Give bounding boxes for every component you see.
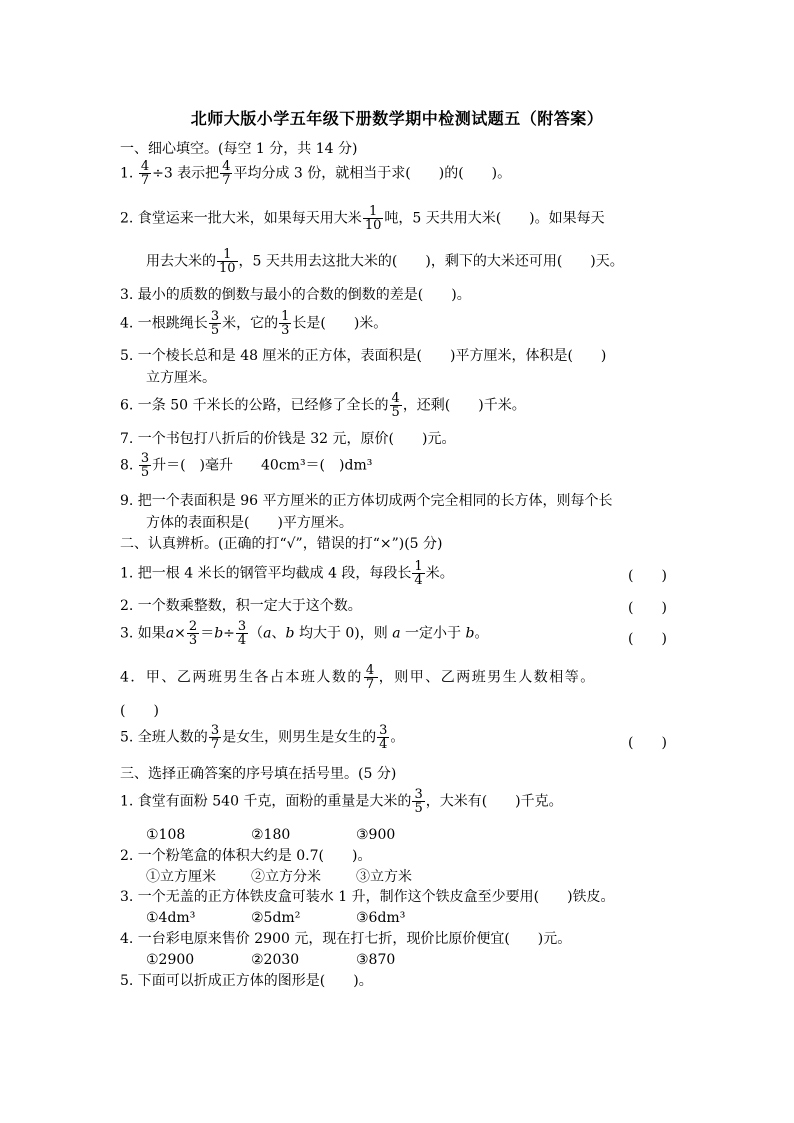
s2-q1: 1. 把一根 4 米长的钢管平均截成 4 段，每段长 $\frac{1}{4}$ 米。 [120,559,454,588]
s3-q2-options: ①立方厘米 ②立方分米 ③立方米 [146,869,412,885]
section-2-header: 二、认真辨析。(正确的打“√”，错误的打“×”)(5 分) [120,536,443,552]
s2-q5: 5. 全班人数的 $\frac{3}{7}$ 是女生，则男生是女生的 $\frac{3}{4}$ 。 [120,723,405,752]
s1-q2-cont: 用去大米的 $\frac{1}{10}$ ，5 天共用去这批大米的( )，剩下的大米还可用( )天。 [146,247,624,276]
s2-q4: 4．甲、乙两班男生各占本班人数的 $\frac{4}{7}$ ，则甲、乙两班男生人数相等。 [120,663,596,692]
s3-q4: 4. 一台彩电原来售价 2900 元，现在打七折，现价比原价便宜( )元。 [120,931,572,947]
s3-q5: 5. 下面可以折成正方体的图形是( )。 [120,973,373,989]
fraction: $\frac{2}{3}$ [188,619,198,648]
s1-q5-cont: 立方厘米。 [146,370,216,386]
s1-q6: 6. 一条 50 千米长的公路，已经修了全长的 $\frac{4}{5}$ ，还剩( )千米。 [120,391,526,420]
fraction: $\frac{4}{7}$ [140,159,150,188]
s3-q2: 2. 一个粉笔盒的体积大约是 0.7( )。 [120,848,372,864]
s3-q3: 3. 一个无盖的正方体铁皮盒可装水 1 升，制作这个铁皮盒至少要用( )铁皮。 [120,889,615,905]
fraction: $\frac{1}{4}$ [414,559,423,588]
answer-paren: ( ) [628,631,667,647]
fraction: $\frac{1}{10}$ [364,204,382,233]
s1-q3: 3. 最小的质数的倒数与最小的合数的倒数的差是( )。 [120,287,471,303]
fraction: $\frac{4}{7}$ [222,159,231,188]
answer-paren: ( ) [628,568,667,584]
fraction: $\frac{3}{4}$ [379,723,388,752]
page-title: 北师大版小学五年级下册数学期中检测试题五（附答案） [190,109,604,128]
s1-q7: 7. 一个书包打八折后的价钱是 32 元，原价( )元。 [120,431,456,447]
s1-q2: 2. 食堂运来一批大米，如果每天用大米 $\frac{1}{10}$ 吨，5 天共用大米( )。如果每天 [120,204,605,233]
s1-q8: 8. $\frac{3}{5}$ 升＝( )毫升 40cm³＝( )dm³ [120,451,373,480]
s3-q1: 1. 食堂有面粉 540 千克，面粉的重量是大米的 $\frac{3}{5}$ ，大米有( )千克。 [120,787,563,816]
s1-q5: 5. 一个棱长总和是 48 厘米的正方体，表面积是( )平方厘米，体积是( ) [120,348,607,364]
section-1-header: 一、细心填空。(每空 1 分，共 14 分) [120,141,358,157]
fraction: $\frac{3}{5}$ [140,451,150,480]
fraction: $\frac{1}{3}$ [281,309,290,338]
s3-q1-options: ①108 ②180 ③900 [146,827,396,843]
answer-paren: ( ) [628,735,667,751]
s3-q4-options: ①2900 ②2030 ③870 [146,952,396,968]
s2-q4-paren: ( ) [120,703,159,719]
fraction: $\frac{1}{10}$ [219,247,236,276]
fraction: $\frac{3}{5}$ [210,309,220,338]
section-3-header: 三、选择正确答案的序号填在括号里。(5 分) [120,766,397,782]
s2-q2: 2. 一个数乘整数，积一定大于这个数。 [120,598,362,614]
fraction: $\frac{3}{5}$ [414,787,423,816]
s1-q9-cont: 方体的表面积是( )平方厘米。 [146,515,353,531]
fraction: $\frac{4}{7}$ [365,663,376,692]
s1-q4: 4. 一根跳绳长 $\frac{3}{5}$ 米，它的 $\frac{1}{3}$ 长是( )米。 [120,309,388,338]
fraction: $\frac{4}{5}$ [391,391,400,420]
fraction: $\frac{3}{4}$ [237,619,247,648]
s1-q1: 1. $\frac{4}{7}$ ÷3 表示把 $\frac{4}{7}$ 平均分成 3 份，就相当于求( )的( )。 [120,159,512,188]
s2-q3: 3. 如果a× $\frac{2}{3}$ ＝b÷ $\frac{3}{4}$ （a、b 均大于 0)，则 a 一定小于 b。 [120,619,489,648]
fraction: $\frac{3}{7}$ [210,723,220,752]
s3-q3-options: ①4dm³ ②5dm² ③6dm³ [146,910,406,926]
s1-q9: 9. 把一个表面积是 96 平方厘米的正方体切成两个完全相同的长方体，则每个长 [120,493,613,509]
answer-paren: ( ) [628,600,667,616]
